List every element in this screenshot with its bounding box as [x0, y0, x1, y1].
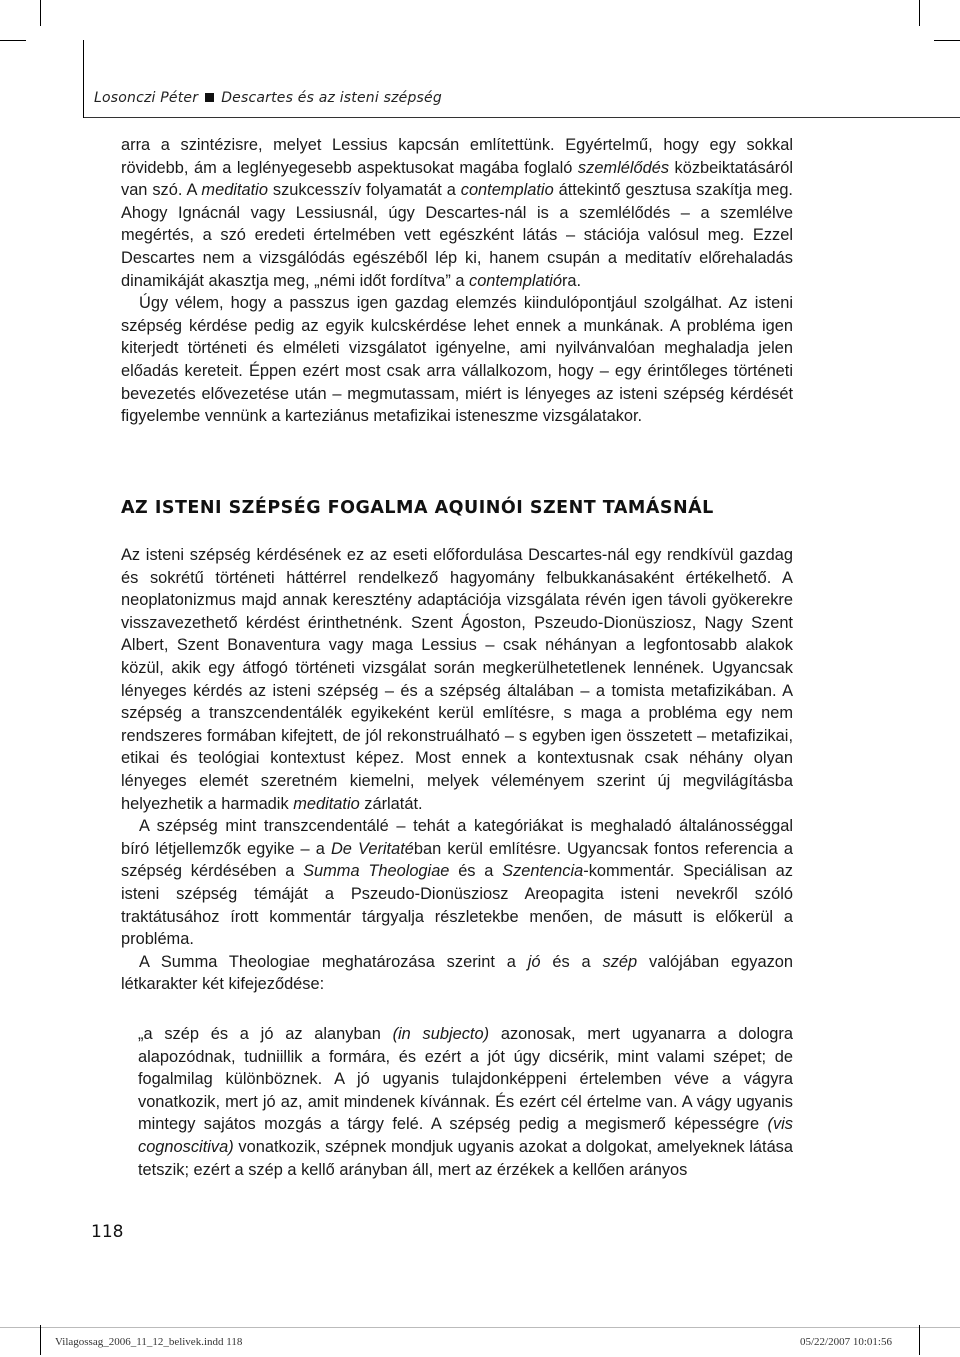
paragraph-4: A szépség mint transzcendentálé – tehát a kategóriákat is meghaladó általánosséggal bíró létjellemzők egyike – a De Veritatéban kerül említésre. Ugyancsak fontos referencia a szépség kérdésében a Summa Theologiae és a Szentencia-kommentár. Speciálisan az isteni szépség témáját a Pszeudo-Dionüsziosz Areopagita isteni nevekről szóló traktátusához írott kommentár tárgyalja részletekbe menően, de másutt is előkerül a probléma.	[121, 817, 794, 949]
page-number: 118	[91, 1222, 124, 1242]
paragraph-2: Úgy vélem, hogy a passzus igen gazdag elemzés kiindulópontjául szolgálhat. Az isteni szépség kérdése pedig az egyik kulcskérdése lehet ennek a munkának. A probléma igen kiterjedt történeti és elméleti vizsgálatot igényelne, ami nyilvánvalóan meghaladja jelen előadás kereteit. Éppen ezért most csak arra vállalkozom, hogy – egy érintőleges történeti bevezetés elővezetése után – megmutassam, miért is lényeges az isteni szépség kérdését figyelembe vennünk a karteziánus metafizikai isteneszme vizsgálatakor.	[121, 294, 793, 426]
body-text-section	[121, 544, 793, 996]
running-header	[94, 90, 442, 106]
header-title: Descartes és az isteni szépség	[221, 90, 442, 106]
square-bullet-icon	[205, 93, 214, 102]
footer-rule	[0, 1327, 960, 1328]
footer-timestamp: 05/22/2007 10:01:56	[800, 1336, 892, 1348]
body-text-top	[121, 134, 793, 428]
header-author: Losonczi Péter	[94, 90, 199, 106]
crop-mark-bottom-left	[40, 1325, 41, 1355]
footer-filename: Vilagossag_2006_11_12_belivek.indd 118	[55, 1336, 243, 1348]
crop-mark-bottom-right	[919, 1325, 920, 1355]
section-heading: AZ ISTENI SZÉPSÉG FOGALMA AQUINÓI SZENT TAMÁSNÁL	[121, 498, 714, 518]
crop-mark-top-right	[919, 0, 920, 26]
paragraph-1: arra a szintézisre, melyet Lessius kapcsán említettünk. Egyértelmű, hogy egy sokkal rövidebb, ám a leglényegesebb aspektusokat magába foglaló szemlélődés közbeiktatásáról van szó. A meditatio szukcesszív folyamatát a contemplatio áttekintő gesztusa szakítja meg. Ahogy Ignácnál vagy Lessiusnál, úgy Descartes-nál is a szemlélődés – a szemlélve megértés, a szó eredeti értelmében vett egészként látás – stációja valósul meg. Ezzel Descartes nem a vizsgálódás egészéből lép ki, hanem csupán a meditatív előrehaladás dinamikáját akasztja meg, „némi időt fordítva” a contemplatióra.	[121, 136, 793, 290]
crop-mark-header-vertical	[83, 40, 84, 118]
paragraph-5: A Summa Theologiae meghatározása szerint a jó és a szép valójában egyazon létkarakter két kifejeződése:	[121, 952, 793, 994]
crop-mark-top-left	[40, 0, 41, 26]
crop-mark-top-left-h	[0, 40, 26, 41]
paragraph-3: Az isteni szépség kérdésének ez az eseti előfordulása Descartes-nál egy rendkívül gazdag és sokrétű történeti háttérrel rendelkező hagyomány felbukkanásaként értékelhető. A neoplatonizmus majd annak keresztény adaptációja vizsgálata révén igen távoli gyökerekre visszavezethető kérdést érinthetnénk. Szent Ágoston, Pszeudo-Dionüsziosz, Nagy Szent Albert, Szent Bonaventura vagy maga Lessius – csak néhányan a legfontosabb alakok közül, akik egy átfogó történeti vizsgálat során megkerülhetetlenek lennének. Ugyancsak lényeges kérdés az isteni szépség – és a szépség általában – a tomista metafizikában. A szépség a transzcendentálék egyikeként kerül említésre, s maga a probléma egy nem rendszeres formában kifejtett, de jól rekonstruálható – s egyben igen összetett – metafizikai, etikai és teológiai kontextust képez. Most ennek a kontextusnak csak néhány olyan lényeges elemét szeretném kiemelni, melyek véleményem szerint új megvilágításba helyezhetik a harmadik meditatio zárlatát.	[121, 546, 793, 813]
header-rule	[84, 117, 960, 118]
quote-paragraph: „a szép és a jó az alanyban (in subjecto) azonosak, mert ugyanarra a dologra alapozódnak, tudniillik a formára, és ezért a jót úgy dicsérik, mint valami szépet; de fogalmilag különböznek. A jó ugyanis tulajdonképpeni értelemben véve a vágyra vonatkozik, mert jó az, amit mindenek kívánnak. És ezért cél értelme van. A vágy ugyanis mintegy sajátos mozgás a tárgy felé. A szépség pedig a megismerő képességre (vis cognoscitiva) vonatkozik, szépnek mondjuk ugyanis azokat a dolgokat, amelyeknek látása tetszik; ezért a szép a kellő arányban áll, mert az érzékek a kellően arányos	[138, 1025, 793, 1179]
block-quote	[138, 1023, 793, 1181]
crop-mark-top-right-h	[934, 40, 960, 41]
